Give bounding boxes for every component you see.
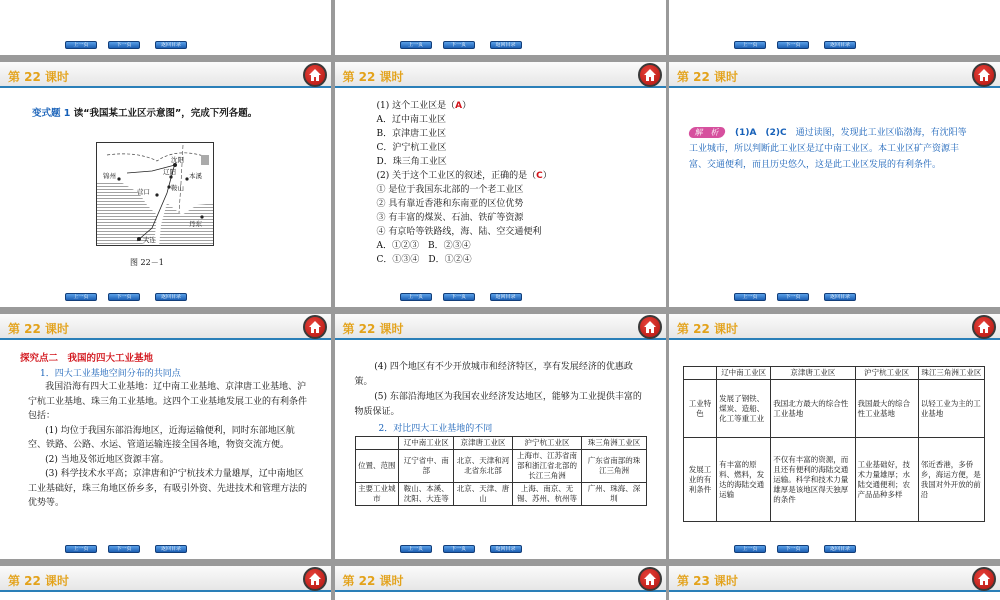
home-button[interactable] [303, 315, 327, 339]
back-to-contents-button[interactable]: 返回目录 [490, 545, 522, 553]
prev-button[interactable]: 上一页 [65, 41, 97, 49]
question-text: 读“我国某工业区示意图”，完成下列各题。 [73, 108, 258, 119]
home-icon [643, 572, 657, 586]
lesson-label: 第 22 课时 [8, 322, 70, 336]
table-header-cell [355, 437, 399, 450]
lesson-label: 第 22 课时 [677, 322, 739, 336]
lesson-label: 第 22 课时 [8, 574, 70, 588]
question-number: 变式题 1 [32, 108, 71, 119]
back-to-contents-button[interactable]: 返回目录 [155, 41, 187, 49]
next-button[interactable]: 下一页 [443, 41, 475, 49]
question-2-answer: C [536, 171, 543, 181]
table-cell: 不仅有丰富的资源，而且还有便利的海陆交通运输。科学和技术力量雄厚是该地区得天独厚的条件 [771, 438, 855, 522]
table-header-cell: 辽中南工业区 [399, 437, 454, 450]
comparison-table [355, 436, 647, 506]
map-label-benxi: 本溪 [189, 172, 202, 180]
table-cell: 我国北方最大的综合性工业基地 [771, 380, 855, 438]
table-cell: 工业特色 [684, 380, 717, 438]
slide-header [669, 314, 1000, 340]
slide-header [0, 566, 331, 592]
table-cell: 主要工业城市 [355, 483, 399, 506]
analysis-block [689, 125, 969, 173]
slide-header [669, 566, 1000, 592]
slide-header [669, 62, 1000, 88]
back-to-contents-button[interactable]: 返回目录 [490, 293, 522, 301]
slide-features-table [669, 314, 1000, 559]
table-cell: 发展工业的有利条件 [684, 438, 717, 522]
table-row [355, 450, 646, 483]
home-icon [308, 572, 322, 586]
lesson-label: 第 22 课时 [342, 574, 404, 588]
paragraph: (2) 当地及邻近地区资源丰富。 [45, 454, 169, 465]
next-button[interactable]: 下一页 [777, 293, 809, 301]
table-row [684, 438, 985, 522]
nav-bar [0, 41, 331, 51]
question-title [32, 107, 257, 121]
slide-header [335, 62, 666, 88]
home-button[interactable] [972, 567, 996, 591]
slide-comparison [335, 314, 666, 559]
prev-button[interactable]: 上一页 [400, 293, 432, 301]
slide-prev-1 [0, 0, 331, 55]
table-cell: 北京、天津和河北省东北部 [454, 450, 512, 483]
next-button[interactable]: 下一页 [443, 293, 475, 301]
question-2-close: ） [542, 171, 552, 181]
table-header-cell [684, 367, 717, 380]
map-graphic [97, 143, 214, 246]
home-icon [977, 320, 991, 334]
question-block [377, 99, 647, 267]
table-header-row [355, 437, 646, 450]
slide-next-1 [0, 566, 331, 600]
q2-item-4: ④ 有京哈等铁路线，海、陆、空交通便利 [376, 227, 542, 237]
subsection-title: 1．四大工业基地空间分布的共同点 [40, 369, 181, 379]
question-2 [377, 169, 647, 183]
map-label-anshan: 鞍山 [171, 184, 184, 192]
nav-bar [335, 41, 666, 51]
question-1-text: (1) 这个工业区是（ [376, 101, 456, 111]
q1-option-a: A．辽中南工业区 [376, 115, 446, 125]
q2-item-1: ① 是位于我国东北部的一个老工业区 [376, 185, 524, 195]
table-header-cell: 珠江三角洲工业区 [918, 367, 984, 380]
paragraph: (3) 科学技术水平高；京津唐和沪宁杭技术力量雄厚，辽中南地区工业基础好，珠三角地区侨乡多，有吸引外资、先进技术和管理方法的优势等。 [28, 469, 308, 508]
q2-options-ab: A．①②③ B．②③④ [376, 241, 471, 251]
lesson-label: 第 22 课时 [342, 322, 404, 336]
next-button[interactable]: 下一页 [777, 545, 809, 553]
lesson-label: 第 22 课时 [8, 70, 70, 84]
table-header-cell: 京津唐工业区 [771, 367, 855, 380]
q1-option-c: C．沪宁杭工业区 [376, 143, 447, 153]
nav-bar [0, 293, 331, 303]
home-icon [977, 572, 991, 586]
back-to-contents-button[interactable]: 返回目录 [824, 41, 856, 49]
q1-option-b: B．京津唐工业区 [376, 129, 447, 139]
comparison-body [355, 360, 645, 420]
table-header-cell: 辽中南工业区 [717, 367, 771, 380]
map-label-dalian: 大连 [143, 236, 156, 244]
table-header-cell: 京津唐工业区 [454, 437, 512, 450]
home-icon [643, 320, 657, 334]
table-cell: 工业基础好，技术力量雄厚；水陆交通便利；农产品品种多样 [855, 438, 918, 522]
next-button[interactable]: 下一页 [108, 293, 140, 301]
prev-button[interactable]: 上一页 [734, 545, 766, 553]
table-row [355, 483, 646, 506]
question-1-answer: A [455, 101, 463, 111]
next-button[interactable]: 下一页 [108, 41, 140, 49]
slide-next-2 [335, 566, 666, 600]
question-1 [377, 99, 647, 113]
table-cell: 广东省南部的珠江三角洲 [582, 450, 646, 483]
q1-option-d: D．珠三角工业区 [376, 157, 447, 167]
nav-bar [335, 293, 666, 303]
slide-next-3 [669, 566, 1000, 600]
nav-bar [669, 293, 1000, 303]
explore-body [28, 380, 308, 511]
slide-analysis [669, 62, 1000, 307]
subsection-title: 2．对比四大工业基地的不同 [378, 424, 493, 434]
paragraph: (4) 四个地区有不少开放城市和经济特区，享有发展经济的优惠政策。 [354, 362, 633, 387]
back-to-contents-button[interactable]: 返回目录 [824, 293, 856, 301]
question-2-text: (2) 关于这个工业区的叙述，正确的是（ [376, 171, 537, 181]
home-icon [977, 68, 991, 82]
map-label-liaoyang: 辽阳 [163, 168, 176, 176]
back-to-contents-button[interactable]: 返回目录 [490, 41, 522, 49]
features-table [683, 366, 985, 522]
home-icon [308, 320, 322, 334]
slide-header [0, 62, 331, 88]
table-cell: 以轻工业为主的工业基地 [918, 380, 984, 438]
slide-question-map [0, 62, 331, 307]
home-button[interactable] [638, 63, 662, 87]
table-cell: 有丰富的原料、燃料，发达的海陆交通运输 [717, 438, 771, 522]
home-button[interactable] [638, 315, 662, 339]
analysis-text: 通过读图，发现此工业区临渤海，有沈阳等工业城市，所以判断此工业区是辽中南工业区。本工业区矿产资源丰富、交通便利，而且历史悠久，这是此工业区发展的有利条件。 [689, 128, 967, 170]
table-cell: 鞍山、本溪、沈阳、大连等 [399, 483, 454, 506]
table-cell: 广州、珠海、深圳 [582, 483, 646, 506]
prev-button[interactable]: 上一页 [65, 293, 97, 301]
next-button[interactable]: 下一页 [777, 41, 809, 49]
lesson-label: 第 23 课时 [677, 574, 739, 588]
map-label-shenyang: 沈阳 [171, 156, 184, 164]
home-icon [308, 68, 322, 82]
industrial-region-map [96, 142, 214, 246]
map-label-dandong: 丹东 [189, 220, 202, 228]
slide-prev-2 [335, 0, 666, 55]
table-cell: 上海市、江苏省南部和浙江省北部的长江三角洲 [512, 450, 582, 483]
table-cell: 辽宁省中、南部 [399, 450, 454, 483]
prev-button[interactable]: 上一页 [400, 545, 432, 553]
prev-button[interactable]: 上一页 [734, 41, 766, 49]
paragraph: (1) 均位于我国东部沿海地区，近海运输便利，同时东部地区航空、铁路、公路、水运、管道运输连接全国各地，物资交流方便。 [28, 425, 295, 450]
nav-bar [669, 545, 1000, 555]
home-button[interactable] [972, 63, 996, 87]
prev-button[interactable]: 上一页 [734, 293, 766, 301]
nav-bar [335, 545, 666, 555]
slide-header [335, 566, 666, 592]
nav-bar [669, 41, 1000, 51]
figure-caption: 图 22－1 [130, 258, 164, 267]
back-to-contents-button[interactable]: 返回目录 [824, 545, 856, 553]
table-cell: 我国最大的综合性工业基地 [855, 380, 918, 438]
q2-item-2: ② 具有靠近香港和东南亚的区位优势 [376, 199, 524, 209]
paragraph: 我国沿海有四大工业基地：辽中南工业基地、京津唐工业基地、沪宁杭工业基地、珠三角工业基地。这四个工业基地发展工业的有利条件包括： [28, 382, 308, 421]
slide-header [0, 314, 331, 340]
back-to-contents-button[interactable]: 返回目录 [155, 545, 187, 553]
table-header-cell: 沪宁杭工业区 [512, 437, 582, 450]
section-title: 探究点二 我国的四大工业基地 [20, 353, 154, 364]
prev-button[interactable]: 上一页 [65, 545, 97, 553]
home-button[interactable] [303, 567, 327, 591]
back-to-contents-button[interactable]: 返回目录 [155, 293, 187, 301]
slide-explore [0, 314, 331, 559]
home-icon [643, 68, 657, 82]
lesson-label: 第 22 课时 [677, 70, 739, 84]
analysis-tag: 解 析 [688, 127, 726, 138]
slide-header [335, 314, 666, 340]
table-cell: 北京、天津、唐山 [454, 483, 512, 506]
home-button[interactable] [303, 63, 327, 87]
table-cell: 位置、范围 [355, 450, 399, 483]
table-row [684, 380, 985, 438]
map-label-jinzhou: 锦州 [103, 172, 116, 180]
next-button[interactable]: 下一页 [108, 545, 140, 553]
q2-item-3: ③ 有丰富的煤炭、石油、铁矿等资源 [376, 213, 524, 223]
table-cell: 上海、南京、无锡、苏州、杭州等 [512, 483, 582, 506]
prev-button[interactable]: 上一页 [400, 41, 432, 49]
analysis-answer: (1)A (2)C [735, 128, 787, 138]
lesson-label: 第 22 课时 [342, 70, 404, 84]
table-cell: 邻近香港，多侨乡，海运方便，是我国对外开放的前沿 [918, 438, 984, 522]
paragraph: (5) 东部沿海地区为我国农业经济发达地区，能够为工业提供丰富的物质保证。 [354, 392, 642, 417]
slide-prev-3 [669, 0, 1000, 55]
nav-bar [0, 545, 331, 555]
question-1-close: ） [462, 101, 472, 111]
slide-multiple-choice [335, 62, 666, 307]
home-button[interactable] [638, 567, 662, 591]
map-label-yingkou: 营口 [137, 188, 150, 196]
table-cell: 发展了钢铁、煤炭、造船、化工等重工业 [717, 380, 771, 438]
table-header-row [684, 367, 985, 380]
q2-options-cd: C．①③④ D．①②④ [376, 255, 472, 265]
next-button[interactable]: 下一页 [443, 545, 475, 553]
home-button[interactable] [972, 315, 996, 339]
table-header-cell: 沪宁杭工业区 [855, 367, 918, 380]
table-header-cell: 珠三角洲工业区 [582, 437, 646, 450]
